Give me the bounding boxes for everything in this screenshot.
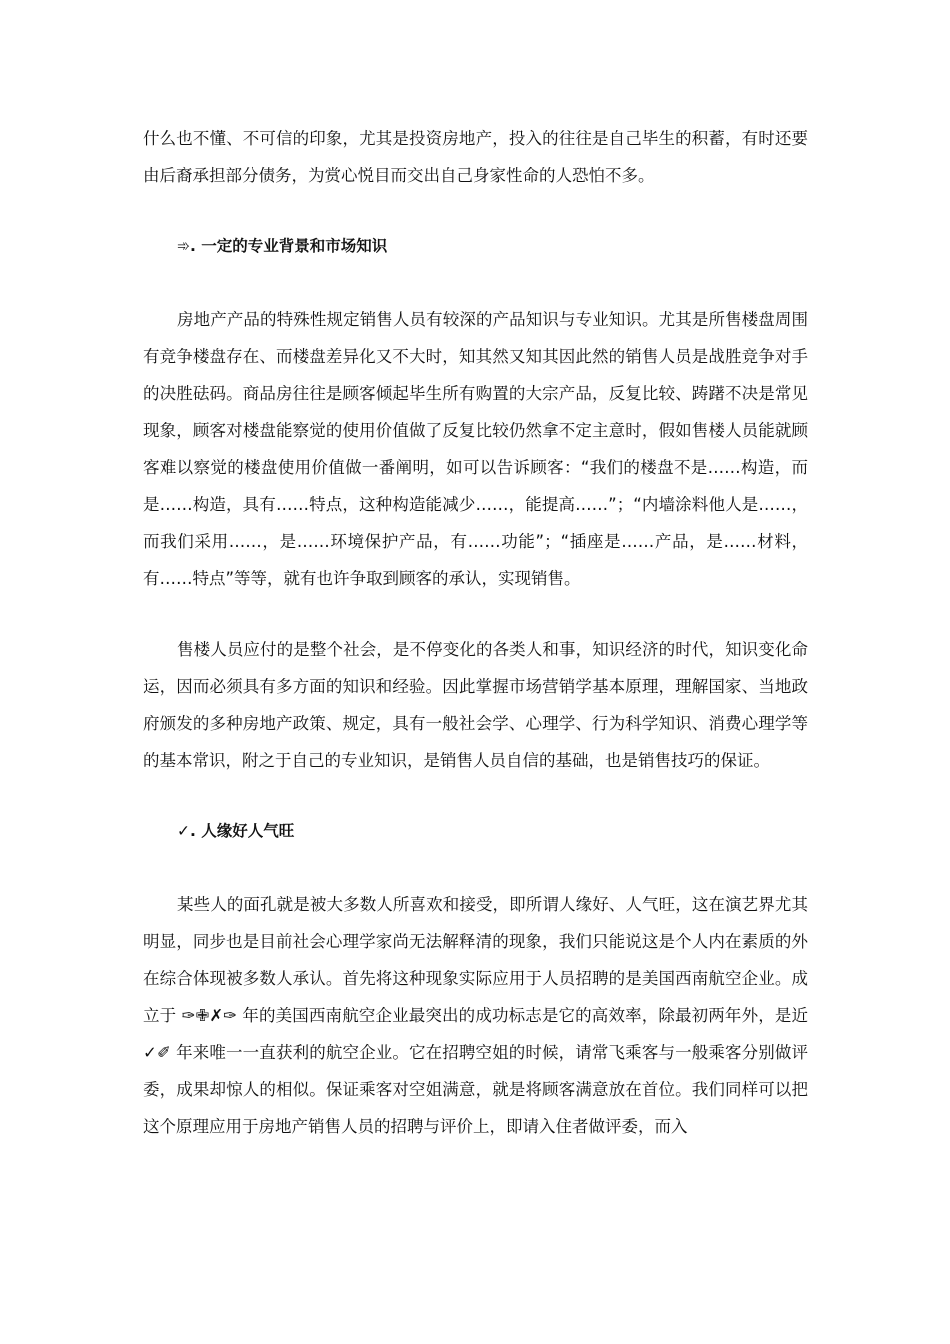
spacer [143, 779, 808, 813]
paragraph-product-knowledge: 房地产产品的特殊性规定销售人员有较深的产品知识与专业知识。尤其是所售楼盘周围有竞争楼盘存在、而楼盘差异化又不大时，知其然又知其因此然的销售人员是战胜竞争对手的决胜砝码。商品房往往是顾客倾起毕生所有购置的大宗产品，反复比较、踌躇不决是常见现象，顾客对楼盘能察觉的使用价值做了反复比较仍然拿不定主意时，假如售楼人员能就顾客难以察觉的楼盘使用价值做一番阐明，如可以告诉顾客：“我们的楼盘不是……构造，而是……构造，具有……特点，这种构造能减少……，能提高……”；“内墙涂料他人是……，而我们采用……，是……环境保护产品，有……功能”；“插座是……产品，是……材料，有……特点”等等，就有也许争取到顾客的承认，实现销售。 [143, 310, 808, 588]
spacer [143, 265, 808, 301]
paragraph-continuation: 什么也不懂、不可信的印象，尤其是投资房地产，投入的往往是自己毕生的积蓄，有时还要由后裔承担部分债务，为赏心悦目而交出自己身家性命的人恐怕不多。 [143, 129, 808, 185]
document-body [143, 120, 808, 1145]
spacer [143, 597, 808, 631]
section-heading-popularity: ✓. 人缘好人气旺 [177, 822, 295, 840]
spacer [143, 850, 808, 886]
spacer [143, 194, 808, 228]
paragraph-social-knowledge: 售楼人员应付的是整个社会，是不停变化的各类人和事，知识经济的时代，知识变化命运，因而必须具有多方面的知识和经验。因此掌握市场营销学基本原理，理解国家、当地政府颁发的多种房地产政策、规定，具有一般社会学、心理学、行为科学知识、消费心理学等的基本常识，附之于自己的专业知识，是销售人员自信的基础，也是销售技巧的保证。 [143, 640, 808, 770]
section-heading-professional-knowledge: ➾. 一定的专业背景和市场知识 [177, 237, 388, 255]
paragraph-popularity: 某些人的面孔就是被大多数人所喜欢和接受，即所谓人缘好、人气旺，这在演艺界尤其明显，同步也是目前社会心理学家尚无法解释清的现象，我们只能说这是个人内在素质的外在综合体现被多数人承认。首先将这种现象实际应用于人员招聘的是美国西南航空企业。成立于 ✑✙✗✑ 年的美国西南航空企业最突出的成功标志是它的高效率，除最初两年外，是近 ✓✐ 年来唯一一直获利的航空企业。它在招聘空姐的时候，请常飞乘客与一般乘客分别做评委，成果却惊人的相似。保证乘客对空姐满意，就是将顾客满意放在首位。我们同样可以把这个原理应用于房地产销售人员的招聘与评价上，即请入住者做评委，而入 [143, 895, 808, 1136]
